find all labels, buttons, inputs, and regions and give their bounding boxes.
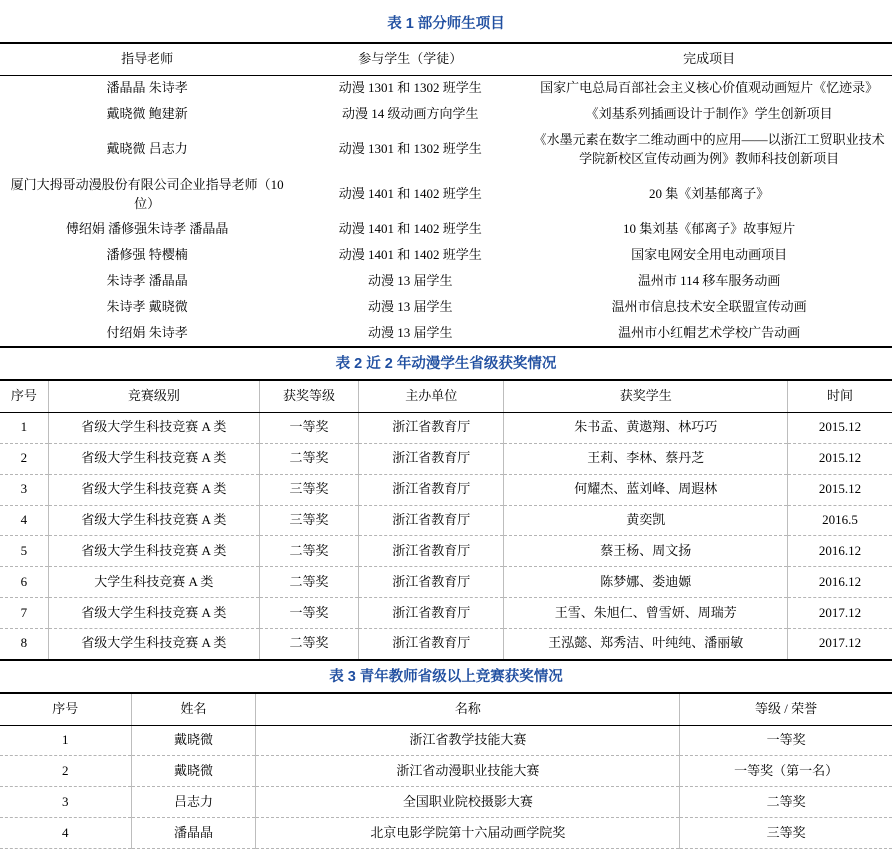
table2-cell: 5 (0, 536, 48, 567)
table3-cell: 戴晓微 (131, 756, 256, 787)
table3-cell: 2 (0, 756, 131, 787)
table1-row (0, 320, 892, 347)
table2-section (0, 348, 892, 661)
table1-row (0, 102, 892, 128)
table3-cell: 浙江省动漫职业技能大赛 (256, 756, 680, 787)
table2-row (0, 598, 892, 629)
table2-cell: 三等奖 (260, 505, 359, 536)
table1-cell: 戴晓微 吕志力 (106, 141, 188, 157)
table2-cell: 二等奖 (260, 536, 359, 567)
table1-cell: 动漫 14 级动画方向学生 (342, 106, 479, 122)
table3-cell: 3 (0, 787, 131, 818)
table1-cell: 傅绍娟 潘修强朱诗孝 潘晶晶 (65, 221, 229, 237)
table2-cell: 浙江省教育厅 (359, 412, 504, 443)
table2-header: 序号 (0, 380, 48, 412)
table2-cell: 何耀杰、蓝刘峰、周遐林 (504, 474, 788, 505)
table3-cell: 一等奖（第一名） (680, 756, 892, 787)
table2-cell: 省级大学生科技竞赛 A 类 (48, 598, 259, 629)
table2-cell: 2015.12 (788, 443, 892, 474)
table1-cell: 动漫 1401 和 1402 班学生 (338, 247, 482, 263)
table2-cell: 2016.12 (788, 567, 892, 598)
table2-cell: 省级大学生科技竞赛 A 类 (48, 536, 259, 567)
table2-header: 获奖等级 (260, 380, 359, 412)
table1-row (0, 172, 892, 217)
table2-cell: 省级大学生科技竞赛 A 类 (48, 505, 259, 536)
table3-cell: 北京电影学院第十六届动画学院奖 (256, 818, 680, 849)
table2-cell: 王莉、李林、蔡丹芝 (504, 443, 788, 474)
table1-cell: 潘修强 特樱楠 (106, 247, 188, 263)
table1-section (0, 0, 892, 348)
table2-row (0, 628, 892, 659)
table1-cell: 动漫 1301 和 1302 班学生 (338, 80, 482, 96)
table2-cell: 1 (0, 412, 48, 443)
table2-cell: 二等奖 (260, 567, 359, 598)
table2-title: 表 2 近 2 年动漫学生省级获奖情况 (335, 356, 557, 373)
table3-cell: 4 (0, 818, 131, 849)
table2-cell: 浙江省教育厅 (359, 628, 504, 659)
table2-cell: 陈梦娜、娄迪嫄 (504, 567, 788, 598)
table1-cell: 温州市小红帽艺术学校广告动画 (618, 324, 801, 340)
table2-cell: 一等奖 (260, 598, 359, 629)
table1-title: 表 1 部分师生项目 (387, 16, 505, 32)
table1-cell: 温州市信息技术安全联盟宣传动画 (611, 298, 807, 314)
table1-header: 完成项目 (526, 43, 892, 75)
table2-cell: 浙江省教育厅 (359, 443, 504, 474)
table2-row (0, 474, 892, 505)
table2-cell: 朱书孟、黄遨翔、林巧巧 (504, 412, 788, 443)
table2-cell: 一等奖 (260, 412, 359, 443)
table2-cell: 省级大学生科技竞赛 A 类 (48, 628, 259, 659)
table3-header: 名称 (256, 693, 680, 725)
table3-cell: 戴晓微 (131, 725, 256, 756)
table3-row (0, 787, 892, 818)
table2-cell: 3 (0, 474, 48, 505)
table2-cell: 浙江省教育厅 (359, 536, 504, 567)
table2-cell: 2015.12 (788, 412, 892, 443)
table2-cell: 8 (0, 628, 48, 659)
table2-cell: 三等奖 (260, 474, 359, 505)
table1-cell: 20 集《刘基郁离子》 (649, 186, 770, 202)
table2-cell: 浙江省教育厅 (359, 505, 504, 536)
table2-header: 获奖学生 (504, 380, 788, 412)
table2-cell: 二等奖 (260, 628, 359, 659)
table3-row (0, 818, 892, 849)
table2-cell: 浙江省教育厅 (359, 598, 504, 629)
table1-row (0, 294, 892, 320)
table2-cell: 2016.12 (788, 536, 892, 567)
table1-cell: 动漫 1401 和 1402 班学生 (338, 221, 482, 237)
table3-title: 表 3 青年教师省级以上竞赛获奖情况 (329, 668, 563, 685)
table1-cell: 动漫 13 届学生 (368, 324, 453, 340)
table2-row (0, 412, 892, 443)
table2-cell: 2016.5 (788, 505, 892, 536)
table1-cell: 朱诗孝 戴晓微 (106, 298, 188, 314)
table2-cell: 4 (0, 505, 48, 536)
table2-header: 时间 (788, 380, 892, 412)
table3-cell: 一等奖 (680, 725, 892, 756)
table2-cell: 2017.12 (818, 635, 862, 651)
table2-cell: 省级大学生科技竞赛 A 类 (48, 443, 259, 474)
table1-cell: 厦门大拇哥动漫股份有限公司企业指导老师（10 位） (10, 176, 284, 211)
table1-cell: 动漫 1401 和 1402 班学生 (338, 186, 482, 202)
table1-cell: 动漫 1301 和 1302 班学生 (338, 141, 482, 157)
table2-cell: 浙江省教育厅 (359, 567, 504, 598)
table2-cell: 2017.12 (788, 598, 892, 629)
table1-row (0, 128, 892, 173)
table1-cell: 朱诗孝 潘晶晶 (106, 273, 188, 289)
table3-header: 姓名 (131, 693, 256, 725)
table2-cell: 省级大学生科技竞赛 A 类 (48, 474, 259, 505)
table2-cell: 浙江省教育厅 (359, 474, 504, 505)
table2-cell: 蔡王杨、周文扬 (504, 536, 788, 567)
table2-cell: 2015.12 (788, 474, 892, 505)
table1-cell: 《水墨元素在数字二维动画中的应用——以浙江工贸职业技术学院新校区宣传动画为例》教师科技创新项目 (533, 132, 885, 166)
table3-cell: 三等奖 (680, 818, 892, 849)
table2-cell: 2 (0, 443, 48, 474)
table1-row (0, 75, 892, 101)
table2-cell: 6 (0, 567, 48, 598)
table1-cell: 国家电网安全用电动画项目 (631, 247, 788, 263)
table1-cell: 《刘基系列插画设计于制作》学生创新项目 (585, 106, 833, 122)
table3 (0, 692, 892, 849)
table3-cell: 全国职业院校摄影大赛 (256, 787, 680, 818)
table1-cell: 戴晓微 鲍建新 (106, 106, 188, 122)
table2-cell: 省级大学生科技竞赛 A 类 (48, 412, 259, 443)
table1-cell: 温州市 114 移车服务动画 (637, 273, 781, 289)
table2-row (0, 536, 892, 567)
table2-cell: 二等奖 (260, 443, 359, 474)
table3-section (0, 661, 892, 849)
table3-cell: 二等奖 (680, 787, 892, 818)
table1-header: 参与学生（学徒） (294, 43, 526, 75)
table3-header-row (0, 693, 892, 725)
table3-cell: 浙江省教学技能大赛 (256, 725, 680, 756)
table1-row (0, 243, 892, 269)
table2-row (0, 505, 892, 536)
table2-header-row (0, 380, 892, 412)
table3-header: 序号 (0, 693, 131, 725)
table2-cell: 王雪、朱旭仁、曾雪妍、周瑞芳 (504, 598, 788, 629)
table2-cell: 黄奕凯 (504, 505, 788, 536)
table1 (0, 42, 892, 348)
table1-row (0, 269, 892, 295)
table1-cell: 潘晶晶 朱诗孝 (106, 80, 188, 96)
table2-row (0, 443, 892, 474)
table1-cell: 国家广电总局百部社会主义核心价值观动画短片《忆迹录》 (540, 80, 879, 96)
table1-header-row (0, 43, 892, 75)
table2-header: 竞赛级别 (48, 380, 259, 412)
table1-row (0, 217, 892, 243)
table1-header: 指导老师 (0, 43, 294, 75)
table1-cell: 动漫 13 届学生 (368, 273, 453, 289)
table3-cell: 1 (0, 725, 131, 756)
table3-row (0, 725, 892, 756)
table2-header: 主办单位 (359, 380, 504, 412)
table2-cell: 大学生科技竞赛 A 类 (48, 567, 259, 598)
table2-cell: 王泓懿、郑秀洁、叶纯纯、潘丽敏 (504, 628, 788, 659)
table3-cell: 吕志力 (131, 787, 256, 818)
table2-cell: 7 (0, 598, 48, 629)
table2 (0, 379, 892, 661)
table1-cell: 动漫 13 届学生 (368, 298, 453, 314)
table1-cell: 10 集刘基《郁离子》故事短片 (623, 221, 796, 237)
table3-cell: 潘晶晶 (131, 818, 256, 849)
table1-cell: 付绍娟 朱诗孝 (106, 324, 188, 340)
table3-header: 等级 / 荣誉 (680, 693, 892, 725)
table3-row (0, 756, 892, 787)
table2-row (0, 567, 892, 598)
